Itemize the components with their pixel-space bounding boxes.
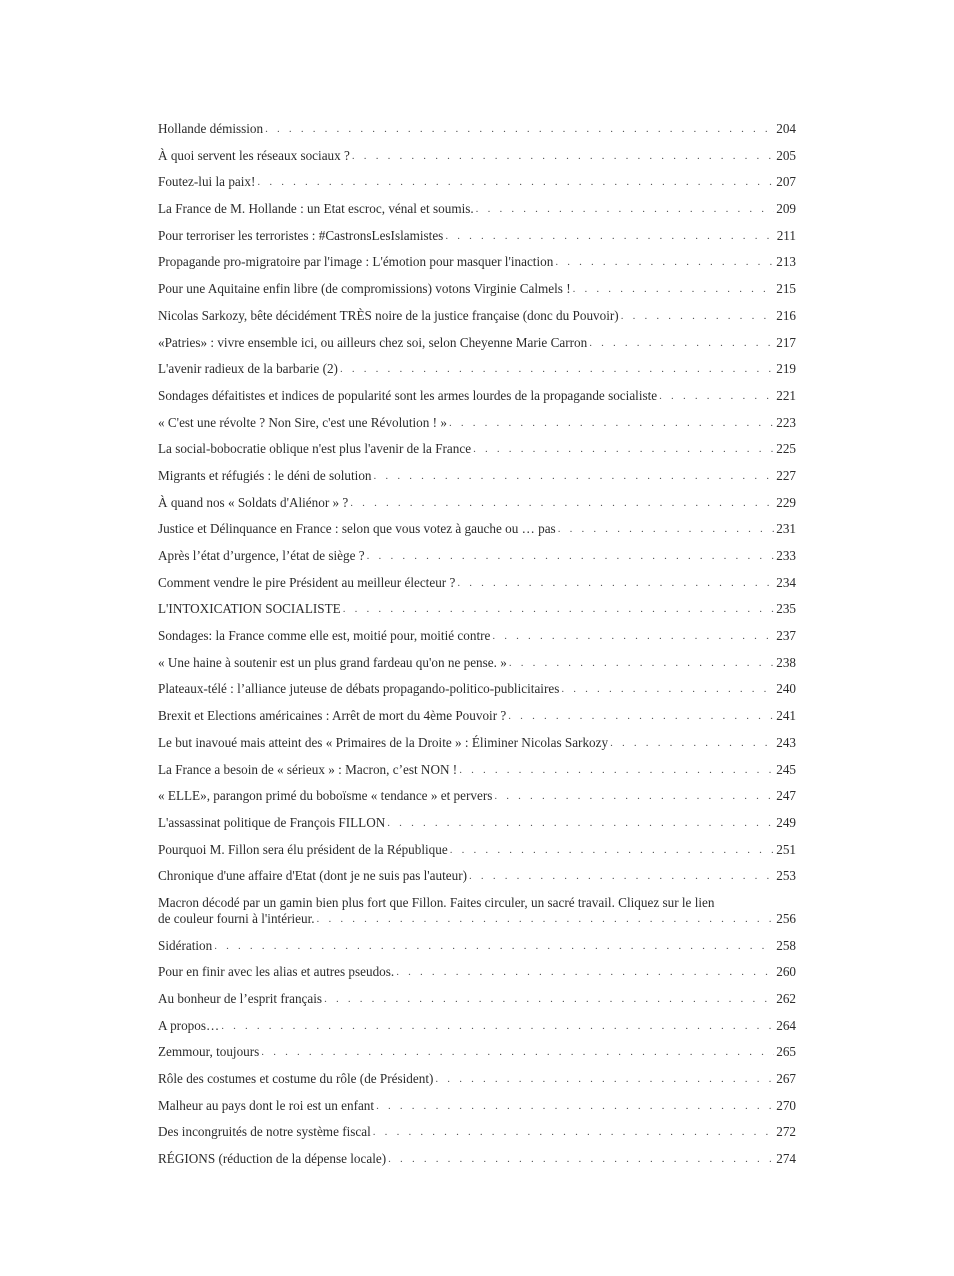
dot-leader xyxy=(338,361,774,377)
dot-leader xyxy=(506,708,774,724)
toc-entry-page: 272 xyxy=(776,1124,796,1140)
toc-entry-title: À quoi servent les réseaux sociaux ? xyxy=(158,147,350,163)
toc-entry[interactable] xyxy=(158,628,796,644)
toc-entry[interactable] xyxy=(158,281,796,297)
toc-entry-page: 241 xyxy=(776,708,796,724)
dot-leader xyxy=(556,521,774,537)
toc-entry[interactable] xyxy=(158,1098,796,1114)
toc-entry-title: Sidération xyxy=(158,937,213,953)
toc-entry-title: « Une haine à soutenir est un plus grand fardeau qu'on ne pense. » xyxy=(158,654,507,670)
dot-leader xyxy=(455,575,774,591)
toc-entry-page: 217 xyxy=(776,334,796,350)
dot-leader xyxy=(394,964,774,980)
toc-entry-page: 227 xyxy=(776,467,796,483)
toc-entry[interactable] xyxy=(158,254,796,270)
toc-entry-title: Des incongruités de notre système fiscal xyxy=(158,1124,371,1140)
toc-entry[interactable] xyxy=(158,938,796,954)
table-of-contents xyxy=(158,121,796,1178)
dot-leader xyxy=(471,441,774,457)
toc-entry[interactable] xyxy=(158,681,796,697)
toc-entry-page: 260 xyxy=(776,964,796,980)
toc-entry[interactable] xyxy=(158,228,796,244)
toc-entry[interactable] xyxy=(158,1071,796,1087)
toc-entry-title: Le but inavoué mais atteint des « Primaires de la Droite » : Éliminer Nicolas Sarkozy xyxy=(158,734,609,750)
toc-entry-title: A propos… xyxy=(158,1017,220,1033)
dot-leader xyxy=(457,762,774,778)
dot-leader xyxy=(259,1044,774,1060)
dot-leader xyxy=(372,468,774,484)
toc-entry-page: 229 xyxy=(776,494,796,510)
dot-leader xyxy=(350,148,774,164)
toc-entry-page: 274 xyxy=(776,1151,796,1167)
toc-entry[interactable] xyxy=(158,1124,796,1140)
toc-entry-page: 262 xyxy=(776,991,796,1006)
toc-entry-page: 258 xyxy=(776,937,796,953)
toc-entry-page: 231 xyxy=(776,521,796,537)
dot-leader xyxy=(492,788,774,804)
toc-entry[interactable] xyxy=(158,842,796,858)
toc-entry[interactable] xyxy=(158,388,796,404)
toc-entry-title: «Patries» : vivre ensemble ici, ou ailleurs chez soi, selon Cheyenne Marie Carron xyxy=(158,334,588,350)
dot-leader xyxy=(443,228,774,244)
dot-leader xyxy=(490,628,774,644)
toc-entry-page: 233 xyxy=(776,548,796,563)
toc-entry-page: 247 xyxy=(776,788,796,804)
toc-entry[interactable] xyxy=(158,361,796,377)
toc-entry-title: Sondages: la France comme elle est, moitié pour, moitié contre xyxy=(158,628,491,644)
dot-leader xyxy=(474,201,774,217)
dot-leader xyxy=(571,281,774,297)
toc-entry[interactable] xyxy=(158,991,796,1007)
toc-entry-page: 205 xyxy=(776,147,796,163)
toc-entry-page: 213 xyxy=(776,254,796,270)
toc-entry[interactable] xyxy=(158,655,796,671)
toc-entry-page: 234 xyxy=(776,574,796,590)
toc-entry[interactable] xyxy=(158,895,796,927)
toc-entry-title: RÉGIONS (réduction de la dépense locale) xyxy=(158,1151,387,1167)
toc-entry-title: À quand nos « Soldats d'Aliénor » ? xyxy=(158,494,349,510)
toc-entry-title: « C'est une révolte ? Non Sire, c'est une Révolution ! » xyxy=(158,414,447,430)
toc-entry-page: 219 xyxy=(776,361,796,377)
dot-leader xyxy=(348,495,774,511)
toc-entry-title: Migrants et réfugiés : le déni de solution xyxy=(158,467,372,483)
dot-leader xyxy=(619,308,774,324)
dot-leader xyxy=(219,1018,774,1034)
toc-entry-page: 209 xyxy=(776,201,796,217)
toc-entry[interactable] xyxy=(158,1018,796,1034)
toc-entry-title-continuation xyxy=(158,911,796,927)
toc-entry[interactable] xyxy=(158,521,796,537)
toc-entry[interactable] xyxy=(158,868,796,884)
toc-entry-page: 223 xyxy=(776,414,796,430)
toc-entry-title: L'avenir radieux de la barbarie (2) xyxy=(158,361,338,377)
toc-entry-title: « ELLE», parangon primé du boboïsme « tendance » et pervers xyxy=(158,788,493,804)
toc-entry[interactable] xyxy=(158,335,796,351)
dot-leader xyxy=(255,174,774,190)
toc-entry[interactable] xyxy=(158,548,796,564)
toc-entry[interactable] xyxy=(158,468,796,484)
toc-entry-page: 251 xyxy=(776,841,796,857)
toc-entry-page: 240 xyxy=(776,681,796,697)
toc-entry[interactable] xyxy=(158,415,796,431)
toc-entry-title: Pourquoi M. Fillon sera élu président de la République xyxy=(158,841,448,857)
toc-entry-title: Rôle des costumes et costume du rôle (de Président) xyxy=(158,1071,434,1087)
toc-entry-page: 211 xyxy=(776,227,796,243)
toc-entry-page: 256 xyxy=(776,910,796,926)
toc-entry-title: Foutez-lui la paix! xyxy=(158,174,256,190)
toc-entry-page: 221 xyxy=(776,387,796,403)
toc-entry-title: Comment vendre le pire Président au meilleur électeur ? xyxy=(158,574,456,590)
toc-entry[interactable] xyxy=(158,964,796,980)
dot-leader xyxy=(315,911,774,927)
toc-entry-title: Macron décodé par un gamin bien plus fort que Fillon. Faites circuler, un sacré travail. Cliquez sur le lien xyxy=(158,894,715,910)
toc-entry-page: 253 xyxy=(776,868,796,884)
dot-leader xyxy=(322,991,774,1007)
toc-entry[interactable] xyxy=(158,495,796,511)
toc-entry-page: 249 xyxy=(776,814,796,830)
toc-entry-title: Malheur au pays dont le roi est un enfant xyxy=(158,1097,375,1113)
toc-entry-title: Hollande démission xyxy=(158,121,264,136)
toc-entry-title: L'assassinat politique de François FILLON xyxy=(158,814,386,830)
toc-entry[interactable] xyxy=(158,762,796,778)
toc-entry[interactable] xyxy=(158,121,796,137)
dot-leader xyxy=(263,121,774,137)
toc-entry-page: 215 xyxy=(776,281,796,297)
toc-entry-title: Zemmour, toujours xyxy=(158,1044,260,1060)
toc-entry-title: Au bonheur de l’esprit français xyxy=(158,991,323,1006)
toc-entry[interactable] xyxy=(158,815,796,831)
dot-leader xyxy=(467,868,774,884)
toc-entry-title: Sondages défaitistes et indices de popularité sont les armes lourdes de la propagande socialiste xyxy=(158,387,658,403)
toc-entry[interactable] xyxy=(158,308,796,324)
toc-entry-title: Chronique d'une affaire d'Etat (dont je ne suis pas l'auteur) xyxy=(158,868,468,884)
toc-entry-page: 237 xyxy=(776,628,796,644)
toc-entry-title: La France a besoin de « sérieux » : Macron, c’est NON ! xyxy=(158,761,458,777)
toc-entry-title: Nicolas Sarkozy, bête décidément TRÈS noire de la justice française (donc du Pouvoir) xyxy=(158,307,619,323)
dot-leader xyxy=(608,735,774,751)
toc-entry[interactable] xyxy=(158,575,796,591)
toc-entry-page: 207 xyxy=(776,174,796,190)
toc-entry-title: Après l’état d’urgence, l’état de siège ? xyxy=(158,548,365,563)
toc-entry-title: Justice et Délinquance en France : selon que vous votez à gauche ou … pas xyxy=(158,521,556,537)
toc-entry[interactable] xyxy=(158,148,796,164)
dot-leader xyxy=(447,415,774,431)
toc-entry[interactable] xyxy=(158,174,796,190)
toc-entry-title: Brexit et Elections américaines : Arrêt de mort du 4ème Pouvoir ? xyxy=(158,708,507,724)
dot-leader xyxy=(341,601,774,617)
toc-entry[interactable] xyxy=(158,788,796,804)
toc-entry-page: 235 xyxy=(776,601,796,617)
dot-leader xyxy=(212,938,774,954)
toc-entry-page: 264 xyxy=(776,1017,796,1033)
toc-entry[interactable] xyxy=(158,735,796,751)
toc-entry-page: 243 xyxy=(776,734,796,750)
dot-leader xyxy=(385,815,774,831)
dot-leader xyxy=(559,681,774,697)
toc-entry-title: Plateaux-télé : l’alliance juteuse de débats propagando-politico-publicitaires xyxy=(158,681,560,697)
toc-entry[interactable] xyxy=(158,601,796,617)
toc-entry-title-line2: de couleur fourni à l'intérieur. xyxy=(158,910,315,926)
toc-entry-page: 225 xyxy=(776,441,796,457)
toc-entry-page: 204 xyxy=(776,121,796,136)
toc-entry-page: 270 xyxy=(776,1097,796,1113)
dot-leader xyxy=(365,548,774,564)
dot-leader xyxy=(657,388,774,404)
dot-leader xyxy=(371,1124,774,1140)
dot-leader xyxy=(553,254,774,270)
toc-entry-title: La France de M. Hollande : un Etat escroc, vénal et soumis. xyxy=(158,201,474,217)
toc-entry-page: 245 xyxy=(776,761,796,777)
toc-entry[interactable] xyxy=(158,1151,796,1167)
toc-entry-title: Propagande pro-migratoire par l'image : L'émotion pour masquer l'inaction xyxy=(158,254,554,270)
dot-leader xyxy=(433,1071,774,1087)
toc-entry-title: Pour en finir avec les alias et autres pseudos. xyxy=(158,964,395,980)
toc-entry-page: 216 xyxy=(776,307,796,323)
toc-entry-title: L'INTOXICATION SOCIALISTE xyxy=(158,601,341,617)
toc-entry[interactable] xyxy=(158,441,796,457)
toc-entry[interactable] xyxy=(158,708,796,724)
toc-entry-page: 238 xyxy=(776,654,796,670)
toc-entry-page: 267 xyxy=(776,1071,796,1087)
toc-entry-page: 265 xyxy=(776,1044,796,1060)
toc-entry-title: Pour une Aquitaine enfin libre (de compromissions) votons Virginie Calmels ! xyxy=(158,281,571,297)
toc-entry-title: La social-bobocratie oblique n'est plus l'avenir de la France xyxy=(158,441,472,457)
toc-entry[interactable] xyxy=(158,201,796,217)
dot-leader xyxy=(374,1098,774,1114)
dot-leader xyxy=(448,842,774,858)
toc-entry-title: Pour terroriser les terroristes : #CastronsLesIslamistes xyxy=(158,227,444,243)
dot-leader xyxy=(507,655,774,671)
toc-entry[interactable] xyxy=(158,1044,796,1060)
dot-leader xyxy=(386,1151,774,1167)
dot-leader xyxy=(587,335,774,351)
